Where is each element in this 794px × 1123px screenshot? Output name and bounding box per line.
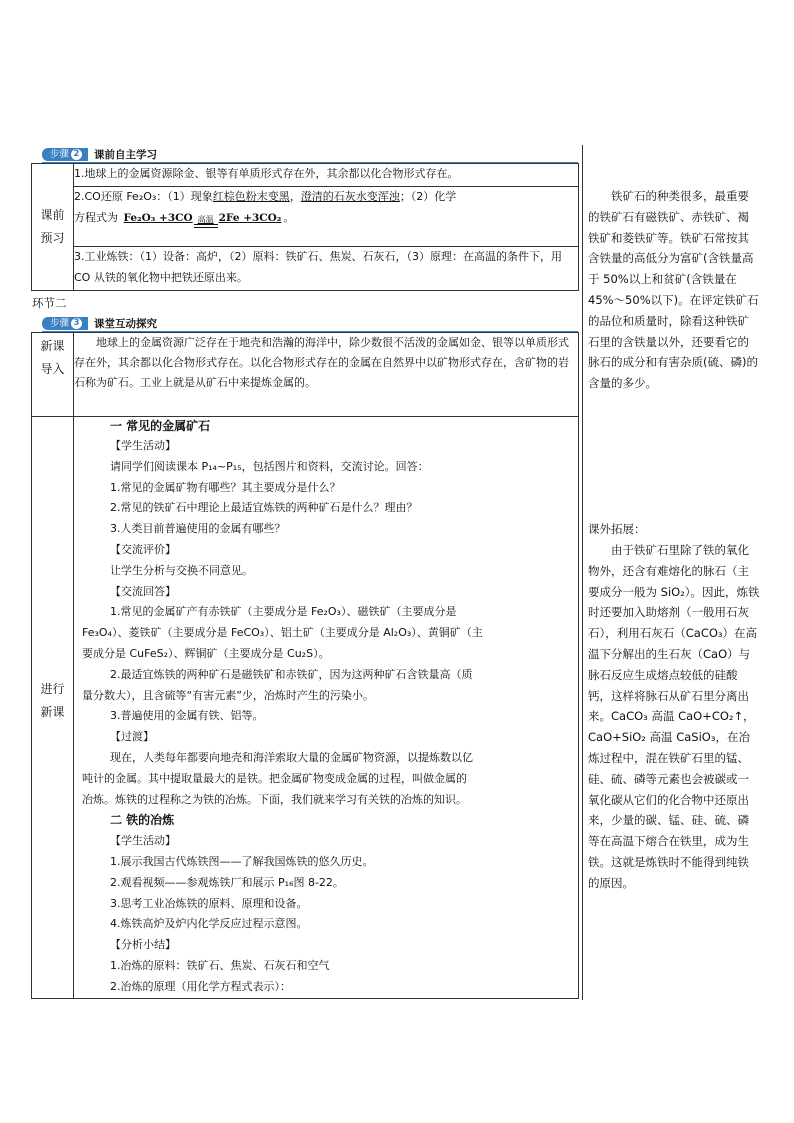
- preview-row-3: 3.工业炼铁：（1）设备：高炉，（2）原料：铁矿石、焦炭、石灰石，（3）原理：在高温的条件下，用 CO 从铁的氧化物中把铁还原出来。: [74, 247, 579, 291]
- main-label: 进行新课: [32, 417, 74, 999]
- transition-line-1: 现在，人类每年都要向地壳和海洋索取大量的金属矿物资源，以提炼数以亿: [110, 750, 473, 764]
- tag-answers: 【交流回答】: [110, 584, 176, 598]
- activity-3: 3.思考工业冶炼铁的原料、原理和设备。: [110, 896, 308, 910]
- step3-title: 课堂互动探究: [94, 317, 158, 330]
- step3-number: 3: [71, 318, 82, 329]
- equation-condition: 高温: [197, 215, 214, 224]
- phenomenon-1: 红棕色粉末变黑: [212, 190, 290, 203]
- step3-header: [42, 316, 157, 330]
- preview-row-1: 1.地球上的金属资源除金、银等有单质形式存在外，其余都以化合物形式存在。: [74, 164, 579, 187]
- section-label: 环节二: [32, 296, 67, 310]
- summary-1: 1.冶炼的原料：铁矿石、焦炭、石灰石和空气: [110, 958, 330, 972]
- tag-transition: 【过渡】: [110, 730, 154, 744]
- preview-table: [31, 163, 579, 291]
- answer-2-line-2: 量分数大），且含硫等“有害元素”少，冶炼时产生的污染小。: [82, 688, 374, 702]
- intro-text: 地球上的金属资源广泛存在于地壳和浩瀚的海洋中，除少数很不活泼的金属如金、银等以单质形式存在外，其余都以化合物形式存在。以化合物形式存在的金属在自然界中以矿物形式存在，含矿物的岩石称为矿石。工业上就是从矿石中来提炼金属的。: [74, 333, 579, 417]
- step2-badge: 步骤 2: [42, 148, 88, 161]
- answer-1-line-2: Fe₃O₄）、菱铁矿（主要成分是 FeCO₃）、铝土矿（主要成分是 Al₂O₃）、黄铜矿（主: [82, 626, 483, 640]
- preview-label: 课前预习: [32, 164, 74, 291]
- sidebar-note-extension: 由于铁矿石里除了铁的氧化物外，还含有难熔化的脉石（主要成分一般为 SiO₂）。因此，炼铁时还要加入助熔剂（一般用石灰石），利用石灰石（CaCO₃）在高温下分解出的生石灰（CaO）与脉石反应生成熔点较低的硅酸钙，这样将脉石从矿石里分离出来。CaCO₃ 高温 CaO+CO₂↑，CaO+SiO₂ 高温 CaSiO₃，在冶炼过程中，混在铁矿石里的锰、硅、硫、磷等元素也会被碳或一氧化碳从它们的化合物中还原出来，少量的碳、锰、硅、硫、磷等在高温下熔合在铁里，成为生铁。这就是炼铁时不能得到纯铁的原因。: [588, 543, 760, 890]
- answer-2-line-1: 2.最适宜炼铁的两种矿石是磁铁矿和赤铁矿，因为这两种矿石含铁量高（质: [110, 667, 473, 681]
- heading-smelting: 二 铁的冶炼: [110, 813, 175, 828]
- sidebar-extension-title: 课外拓展：: [588, 522, 646, 536]
- answer-3: 3.普遍使用的金属有铁、铝等。: [110, 709, 264, 723]
- step2-number: 2: [71, 149, 82, 160]
- summary-2: 2.冶炼的原理（用化学方程式表示）：: [110, 979, 291, 993]
- reduction-equation: Fe₂O₃ +3CO 高温 2Fe +3CO₂: [122, 208, 284, 229]
- activity-4: 4.炼铁高炉及炉内化学反应过程示意图。: [110, 917, 308, 931]
- reading-instruction: 请同学们阅读课本 P₁₄~P₁₅，包括图片和资料，交流讨论。回答：: [110, 459, 429, 473]
- evaluation-text: 让学生分析与交换不同意见。: [110, 563, 253, 577]
- sidebar-note-iron-ore: 铁矿石的种类很多，最重要的铁矿石有磁铁矿、赤铁矿、褐铁矿和菱铁矿等。铁矿石常按其含铁量的高低分为富矿(含铁量高于 50%以上和贫矿(含铁量在 45%～50%以下)。在评定铁矿石的品位和质量时，除看这种铁矿石里的含铁量以外，还要看它的脉石的成分和有害杂质(硫、磷)的含量的多少。: [588, 189, 759, 391]
- lesson-table: [31, 332, 579, 999]
- step3-badge: 步骤 3: [42, 317, 88, 330]
- activity-2: 2.观看视频——参观炼铁厂和展示 P₁₆图 8-22。: [110, 875, 344, 889]
- question-1: 1.常见的金属矿物有哪些？其主要成分是什么？: [110, 480, 341, 494]
- tag-student-activity-2: 【学生活动】: [110, 834, 176, 848]
- transition-line-2: 吨计的金属。其中提取量最大的是铁。把金属矿物变成金属的过程，叫做金属的: [82, 771, 467, 785]
- column-divider: [582, 145, 583, 1000]
- answer-1-line-1: 1.常见的金属矿产有赤铁矿（主要成分是 Fe₂O₃）、磁铁矿（主要成分是: [110, 605, 457, 619]
- intro-label: 新课导入: [32, 333, 74, 417]
- step2-title: 课前自主学习: [94, 148, 158, 161]
- step2-header: [42, 147, 157, 161]
- activity-1: 1.展示我国古代炼铁图——了解我国炼铁的悠久历史。: [110, 854, 374, 868]
- question-3: 3.人类目前普遍使用的金属有哪些？: [110, 522, 286, 536]
- phenomenon-2: 澄清的石灰水变浑浊: [300, 190, 400, 203]
- tag-summary: 【分析小结】: [110, 938, 176, 952]
- answer-1-line-3: 要成分是 CuFeS₂）、辉铜矿（主要成分是 Cu₂S）。: [82, 646, 330, 660]
- main-content: [74, 417, 579, 999]
- transition-line-3: 冶炼。炼铁的过程称之为铁的冶炼。下面，我们就来学习有关铁的冶炼的知识。: [82, 792, 467, 806]
- question-2: 2.常见的铁矿石中理论上最适宜炼铁的两种矿石是什么？理由？: [110, 501, 418, 515]
- tag-student-activity: 【学生活动】: [110, 439, 176, 452]
- heading-ore: 一 常见的金属矿石: [110, 419, 211, 433]
- tag-evaluation: 【交流评价】: [110, 542, 176, 556]
- preview-row-2: 2.CO还原 Fe₂O₃：（1）现象红棕色粉末变黑，澄清的石灰水变浑浊；（2）化学 方程式为 Fe₂O₃ +3CO 高温 2Fe +3CO₂ 。: [74, 187, 579, 247]
